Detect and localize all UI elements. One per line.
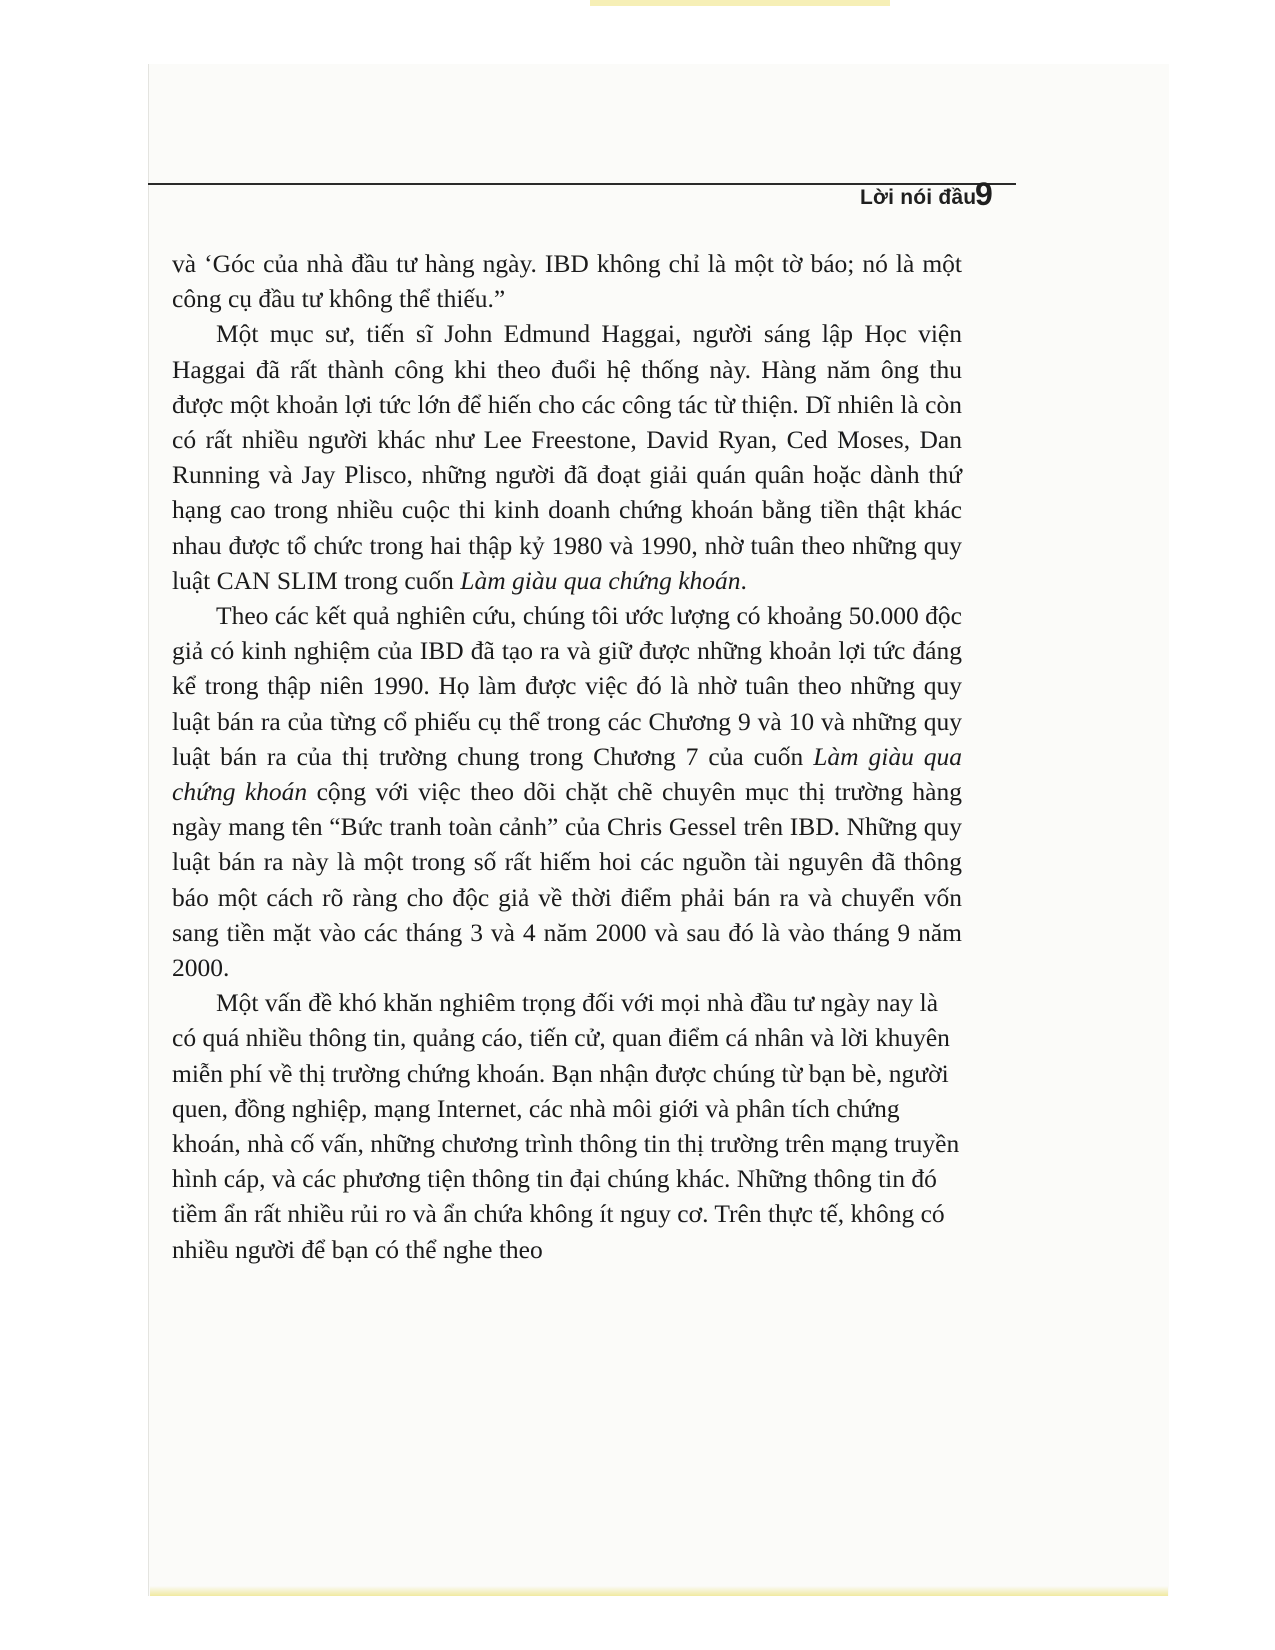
page-top-edge xyxy=(590,0,890,6)
body-text xyxy=(172,246,962,1267)
book-title-italic: Làm giàu qua chứng khoán xyxy=(172,741,963,807)
paragraph-text: Một mục sư, tiến sĩ John Edmund Haggai, người sáng lập Học viện Haggai đã rất thành công khi theo đuổi hệ thống này. Hàng năm ông thu được một khoản lợi tức lớn để hiến cho các công tác từ thiện. Dĩ nhiên là còn có rất nhiều người khác như Lee Freestone, David Ryan, Ced Moses, Dan Running và Jay Plisco, những người đã đoạt giải quán quân hoặc dành thứ hạng cao trong nhiều cuộc thi kinh doanh chứng khoán bằng tiền thật khác nhau được tổ chức trong hai thập kỷ 1980 và 1990, nhờ tuân theo những quy luật CAN SLIM trong cuốn xyxy=(172,319,962,595)
page-bottom-edge xyxy=(150,1586,1168,1596)
paragraph-text: Một vấn đề khó khăn nghiêm trọng đối với mọi nhà đầu tư ngày nay là có quá nhiều thông tin, quảng cáo, tiến cử, quan điểm cá nhân và lời khuyên miễn phí về thị trường chứng khoán. Bạn nhận được chúng từ bạn bè, người quen, đồng nghiệp, mạng Internet, các nhà môi giới và phân tích chứng khoán, nhà cố vấn, những chương trình thông tin thị trường trên mạng truyền hình cáp, và các phương tiện thông tin đại chúng khác. Những thông tin đó tiềm ẩn rất nhiều rủi ro và ẩn chứa không ít nguy cơ. Trên thực tế, không có nhiều người để bạn có thể nghe theo xyxy=(172,988,960,1264)
paragraph xyxy=(172,316,962,598)
paragraph xyxy=(172,985,962,1267)
paragraph xyxy=(172,246,962,316)
book-title-italic: Làm giàu qua chứng khoán xyxy=(460,565,741,595)
paragraph-text: Theo các kết quả nghiên cứu, chúng tôi ước lượng có khoảng 50.000 độc giả có kinh nghiệm của IBD đã tạo ra và giữ được những khoản lợi tức đáng kể trong thập niên 1990. Họ làm được việc đó là nhờ tuân theo những quy luật bán ra của từng cổ phiếu cụ thể trong các Chương 9 và 10 và những quy luật bán ra của thị trường chung trong Chương 7 của cuốn xyxy=(172,601,962,771)
paragraph-text: . xyxy=(740,565,747,595)
paragraph-text: và ‘Góc của nhà đầu tư hàng ngày. IBD không chỉ là một tờ báo; nó là một công cụ đầu tư không thể thiếu.” xyxy=(172,249,962,314)
running-head-title: Lời nói đầu xyxy=(860,186,977,209)
paragraph xyxy=(172,598,962,985)
header-rule xyxy=(148,183,1016,185)
paragraph-text: cộng với việc theo dõi chặt chẽ chuyên mục thị trường hàng ngày mang tên “Bức tranh toàn cảnh” của Chris Gessel trên IBD. Những quy luật bán ra này là một trong số rất hiếm hoi các nguồn tài nguyên đã thông báo một cách rõ ràng cho độc giả về thời điểm phải bán ra và chuyển vốn sang tiền mặt vào các tháng 3 và 4 năm 2000 và sau đó là vào tháng 9 năm 2000. xyxy=(172,777,962,983)
page-number: 9 xyxy=(975,176,993,212)
